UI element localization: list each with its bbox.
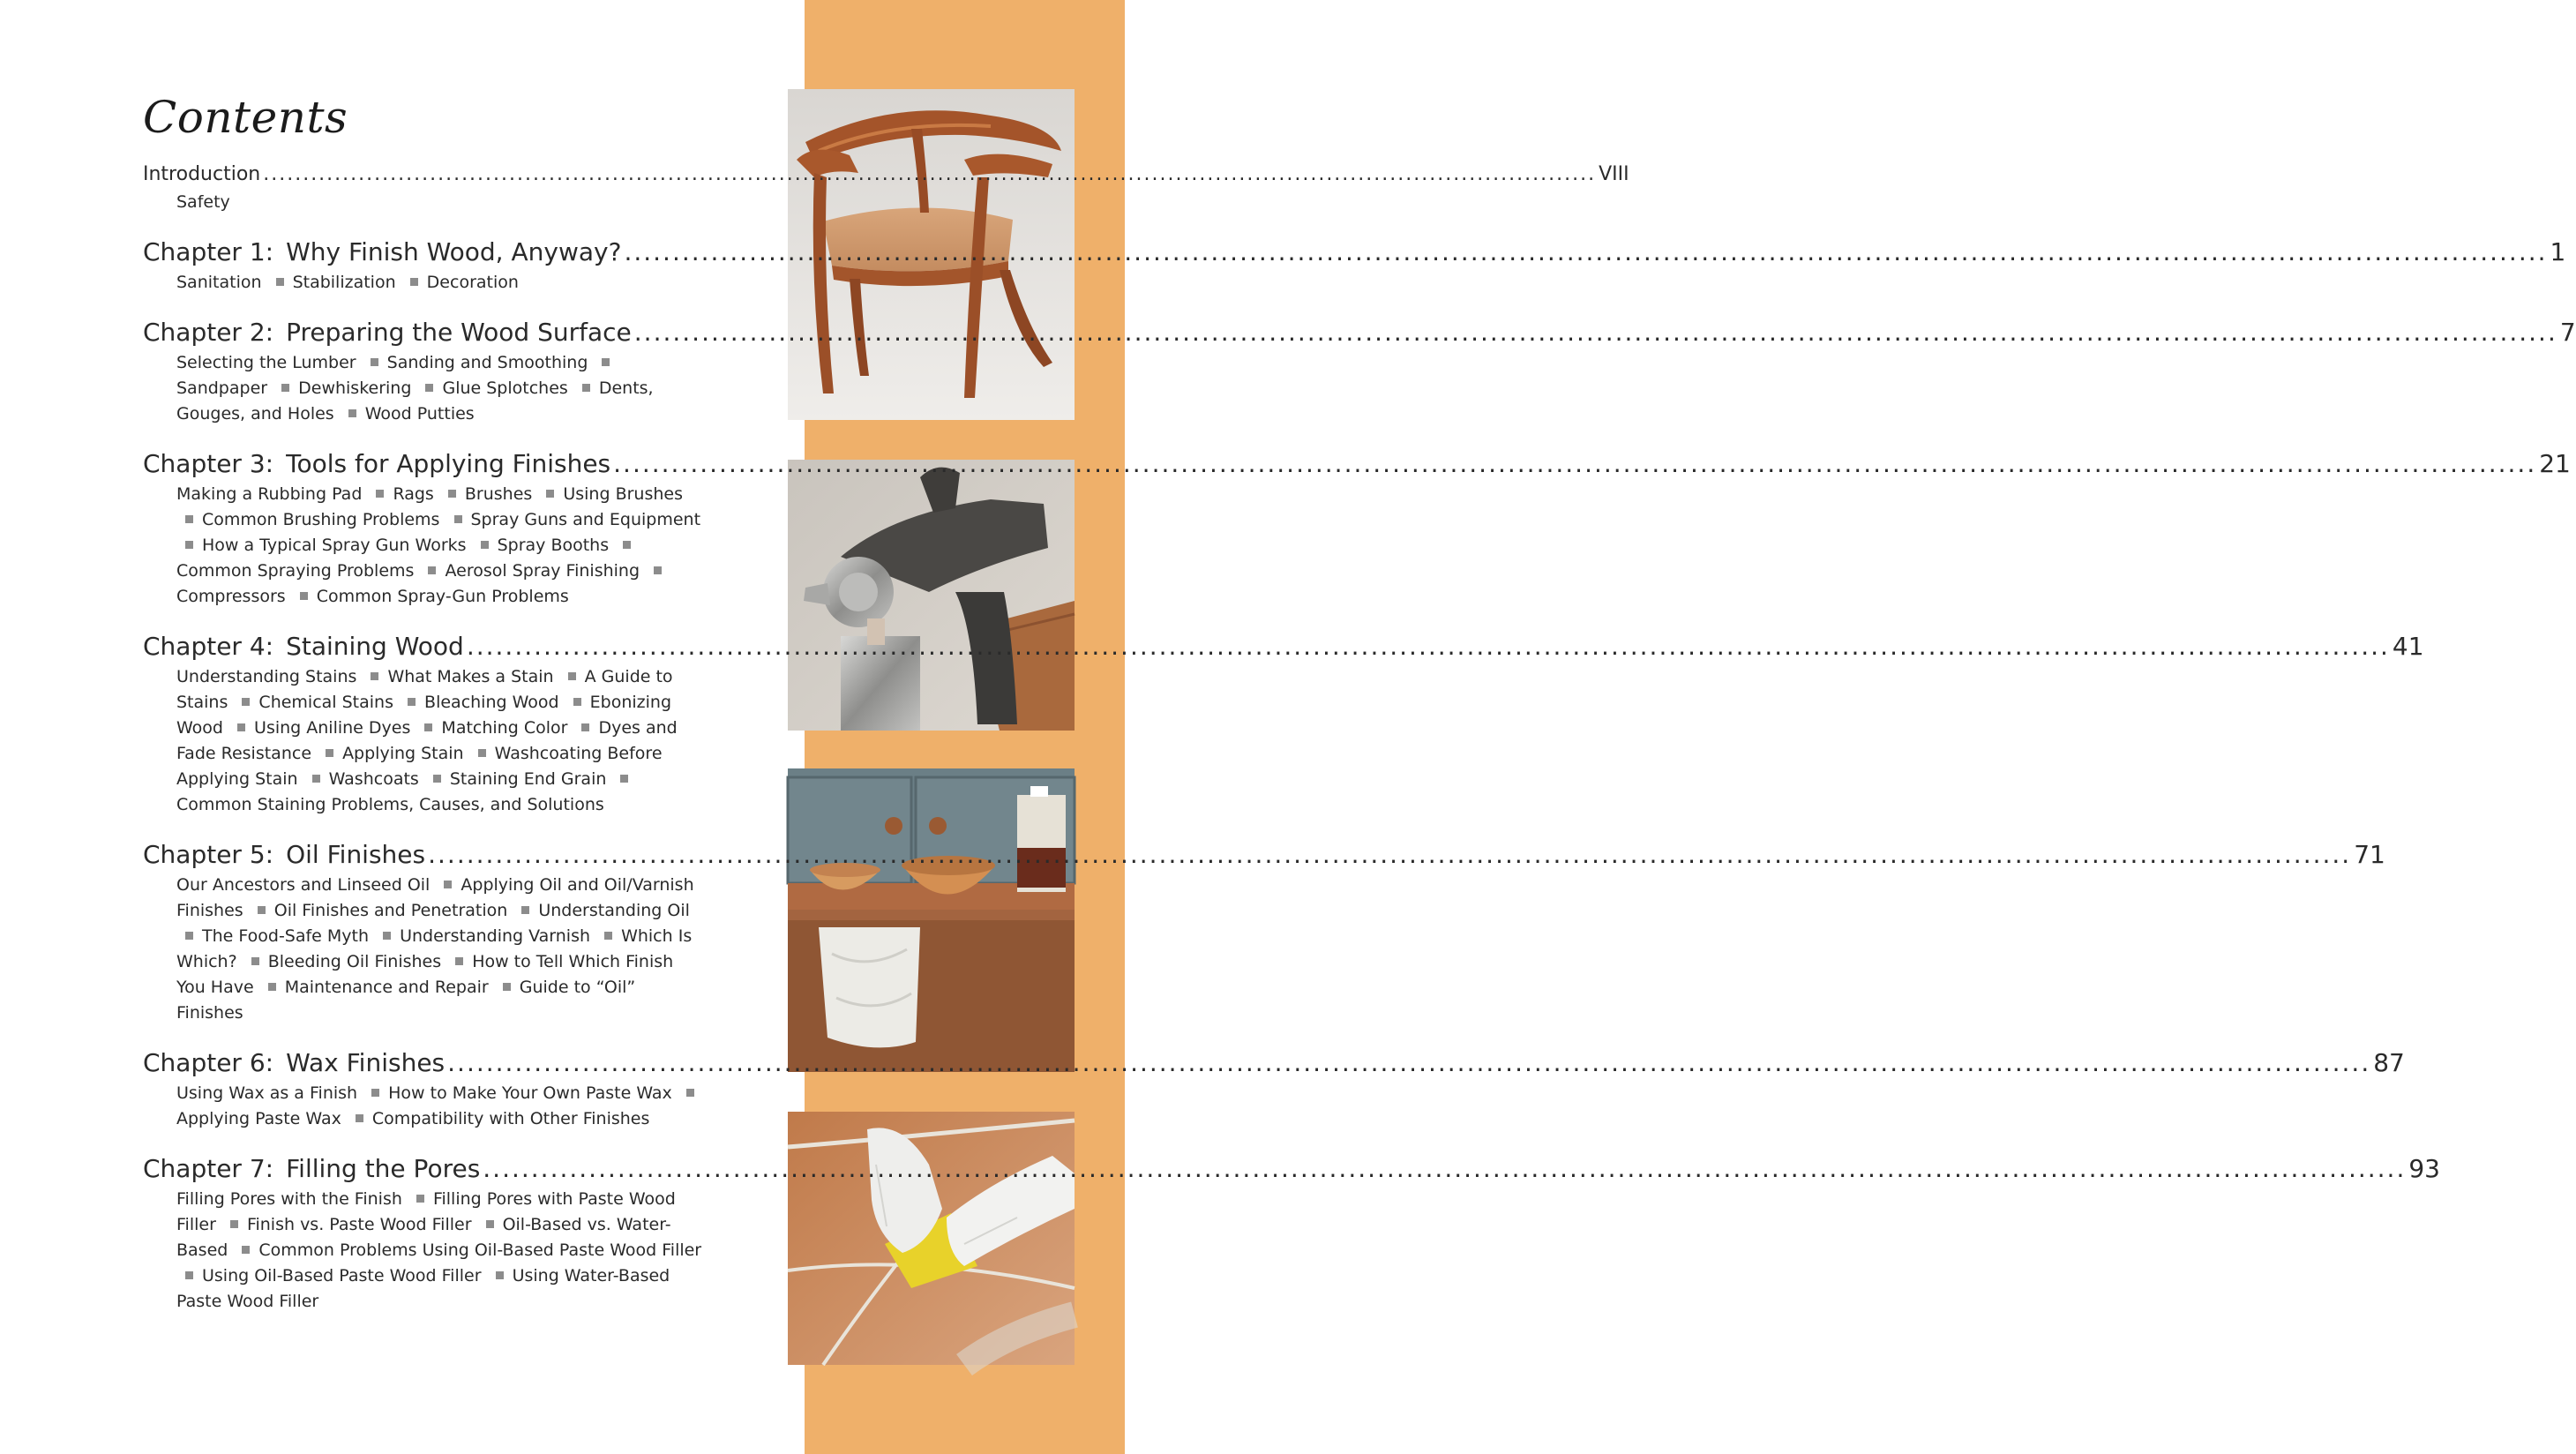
entry-subtopics bbox=[176, 873, 706, 1026]
square-bullet-icon bbox=[425, 384, 433, 392]
square-bullet-icon bbox=[433, 775, 441, 783]
subtopic: Bleaching Wood bbox=[424, 693, 559, 712]
entry-heading bbox=[143, 235, 2566, 270]
chapter-number: Chapter 2: bbox=[143, 318, 274, 347]
square-bullet-icon bbox=[573, 698, 581, 706]
subtopic: Using Water-Based Paste Wood Filler bbox=[176, 1266, 670, 1311]
subtopic: Using Oil-Based Paste Wood Filler bbox=[202, 1266, 482, 1285]
chapter-title: Why Finish Wood, Anyway? bbox=[286, 237, 622, 266]
dot-leader: ........................................................................................................................................................................................................ bbox=[466, 632, 2390, 661]
subtopic: The Food-Safe Myth bbox=[202, 926, 370, 946]
entry-heading bbox=[143, 160, 1629, 190]
subtopic: Our Ancestors and Linseed Oil bbox=[176, 875, 431, 895]
square-bullet-icon bbox=[242, 698, 250, 706]
square-bullet-icon bbox=[448, 490, 456, 498]
entry-page-number: 87 bbox=[2373, 1048, 2405, 1077]
subtopic: Washcoats bbox=[328, 769, 419, 789]
square-bullet-icon bbox=[454, 515, 462, 523]
subtopic: Dyes and Fade Resistance bbox=[176, 718, 678, 763]
subtopic: Using Aniline Dyes bbox=[254, 718, 411, 738]
chapter-number: Chapter 3: bbox=[143, 449, 274, 478]
entry-subtopics bbox=[176, 1187, 706, 1315]
dot-leader: ........................................................................................................................................................................................................ bbox=[613, 449, 2537, 478]
entry-subtopics bbox=[176, 664, 706, 818]
subtopic: Making a Rubbing Pad bbox=[176, 484, 363, 504]
square-bullet-icon bbox=[251, 957, 259, 965]
square-bullet-icon bbox=[356, 1114, 363, 1122]
subtopic: Aerosol Spray Finishing bbox=[445, 561, 640, 581]
subtopic: Guide to “Oil” Finishes bbox=[176, 978, 636, 1023]
subtopic: Common Spray-Gun Problems bbox=[316, 587, 569, 606]
square-bullet-icon bbox=[312, 775, 320, 783]
entry-subtopics bbox=[176, 1081, 706, 1132]
square-bullet-icon bbox=[424, 723, 432, 731]
dot-leader: ........................................................................................................................................................................................................ bbox=[633, 318, 2557, 347]
square-bullet-icon bbox=[478, 749, 486, 757]
chapter-title: Tools for Applying Finishes bbox=[286, 449, 611, 478]
subtopic: Understanding Stains bbox=[176, 667, 357, 686]
chapter-list bbox=[143, 235, 2576, 1315]
square-bullet-icon bbox=[348, 409, 356, 417]
subtopic: Washcoating Before Applying Stain bbox=[176, 744, 663, 789]
chapter-title: Staining Wood bbox=[286, 632, 464, 661]
toc-entry-chapter-5[interactable] bbox=[143, 837, 2385, 1026]
subtopic: Wood Putties bbox=[364, 404, 475, 423]
subtopic: A Guide to Stains bbox=[176, 667, 673, 712]
square-bullet-icon bbox=[481, 541, 489, 549]
toc-entry-chapter-1[interactable] bbox=[143, 235, 2566, 296]
subtopic: Sanitation bbox=[176, 273, 262, 292]
subtopic: Using Brushes bbox=[563, 484, 683, 504]
entry-page-number: 7 bbox=[2559, 318, 2576, 347]
square-bullet-icon bbox=[376, 490, 384, 498]
subtopic: Understanding Oil bbox=[538, 901, 690, 920]
square-bullet-icon bbox=[546, 490, 554, 498]
square-bullet-icon bbox=[496, 1271, 504, 1279]
subtopic: Understanding Varnish bbox=[400, 926, 591, 946]
square-bullet-icon bbox=[185, 515, 193, 523]
subtopic: Decoration bbox=[426, 273, 519, 292]
subtopic: Common Brushing Problems bbox=[202, 510, 440, 529]
subtopic: Common Spraying Problems bbox=[176, 561, 415, 581]
chapter-number: Chapter 7: bbox=[143, 1154, 274, 1183]
subtopic: How to Tell Which Finish You Have bbox=[176, 952, 674, 997]
entry-heading bbox=[143, 629, 2424, 664]
square-bullet-icon bbox=[281, 384, 289, 392]
subtopic: Spray Booths bbox=[497, 536, 610, 555]
entry-subtopics bbox=[176, 270, 706, 296]
toc-entry-chapter-7[interactable] bbox=[143, 1151, 2440, 1315]
bowls-oil-photo bbox=[788, 768, 1075, 1072]
subtopic: Spray Guns and Equipment bbox=[470, 510, 701, 529]
dot-leader: ........................................................................................................................................................................................................ bbox=[624, 237, 2548, 266]
subtopic: How a Typical Spray Gun Works bbox=[202, 536, 467, 555]
square-bullet-icon bbox=[455, 957, 463, 965]
subtopic: Oil Finishes and Penetration bbox=[273, 901, 508, 920]
square-bullet-icon bbox=[371, 672, 378, 680]
subtopic: Using Wax as a Finish bbox=[176, 1083, 358, 1103]
square-bullet-icon bbox=[582, 384, 590, 392]
subtopic: Compressors bbox=[176, 587, 286, 606]
chapter-number: Chapter 6: bbox=[143, 1048, 274, 1077]
entry-heading bbox=[143, 446, 2571, 482]
entry-page-number: 93 bbox=[2408, 1154, 2440, 1183]
dot-leader: ........................................................................................................................................................................ bbox=[263, 163, 1597, 185]
entry-page-number: 71 bbox=[2354, 840, 2385, 869]
table-of-contents bbox=[143, 84, 2576, 1334]
subtopic: Applying Stain bbox=[342, 744, 464, 763]
subtopic: Staining End Grain bbox=[449, 769, 607, 789]
subtopic: Matching Color bbox=[441, 718, 568, 738]
square-bullet-icon bbox=[654, 566, 662, 574]
chapter-title: Filling the Pores bbox=[286, 1154, 481, 1183]
subtopic: Stabilization bbox=[292, 273, 396, 292]
subtopic: Common Staining Problems, Causes, and Solutions bbox=[176, 795, 604, 814]
square-bullet-icon bbox=[410, 278, 418, 286]
dot-leader: ........................................................................................................................................................................................................ bbox=[428, 840, 2352, 869]
entry-heading bbox=[143, 1046, 2405, 1081]
chapter-title: Oil Finishes bbox=[286, 840, 426, 869]
chapter-number: Chapter 4: bbox=[143, 632, 274, 661]
subtopic: Applying Paste Wax bbox=[176, 1109, 341, 1128]
subtopic: Ebonizing Wood bbox=[176, 693, 672, 738]
subtopic: Glue Splotches bbox=[442, 378, 568, 398]
chapter-title: Preparing the Wood Surface bbox=[286, 318, 632, 347]
entry-title: Introduction bbox=[143, 163, 261, 185]
subtopic: Filling Pores with Paste Wood Filler bbox=[176, 1189, 676, 1234]
subtopic: Applying Oil and Oil/Varnish Finishes bbox=[176, 875, 694, 920]
subtopic: Filling Pores with the Finish bbox=[176, 1189, 402, 1209]
subtopic: Finish vs. Paste Wood Filler bbox=[246, 1215, 472, 1234]
square-bullet-icon bbox=[568, 672, 576, 680]
subtopic: Compatibility with Other Finishes bbox=[371, 1109, 650, 1128]
subtopic: Dents, Gouges, and Holes bbox=[176, 378, 654, 423]
dot-leader: ........................................................................................................................................................................................................ bbox=[447, 1048, 2371, 1077]
subtopic: Bleeding Oil Finishes bbox=[267, 952, 442, 971]
square-bullet-icon bbox=[185, 932, 193, 940]
entry-page-number: 41 bbox=[2392, 632, 2424, 661]
page-title: Contents bbox=[143, 92, 348, 143]
subtopic: Common Problems Using Oil-Based Paste Wood Filler bbox=[258, 1240, 702, 1260]
entry-page-number: 1 bbox=[2550, 237, 2566, 266]
square-bullet-icon bbox=[371, 358, 378, 366]
toc-entry-chapter-3[interactable] bbox=[143, 446, 2571, 610]
entry-page-number: 21 bbox=[2539, 449, 2571, 478]
subtopic: Selecting the Lumber bbox=[176, 353, 356, 372]
subtopic: Chemical Stains bbox=[258, 693, 393, 712]
entry-heading bbox=[143, 1151, 2440, 1187]
square-bullet-icon bbox=[371, 1089, 379, 1097]
square-bullet-icon bbox=[383, 932, 391, 940]
square-bullet-icon bbox=[521, 906, 529, 914]
subtopic: Safety bbox=[176, 192, 230, 212]
square-bullet-icon bbox=[276, 278, 284, 286]
toc-entry-introduction[interactable] bbox=[143, 160, 1629, 215]
entry-subtopics bbox=[176, 350, 706, 427]
square-bullet-icon bbox=[237, 723, 245, 731]
square-bullet-icon bbox=[230, 1220, 238, 1228]
square-bullet-icon bbox=[300, 592, 308, 600]
square-bullet-icon bbox=[623, 541, 631, 549]
toc-entry-chapter-4[interactable] bbox=[143, 629, 2424, 818]
square-bullet-icon bbox=[602, 358, 610, 366]
chapter-title: Wax Finishes bbox=[286, 1048, 446, 1077]
entry-subtopics bbox=[176, 190, 706, 215]
subtopic: Maintenance and Repair bbox=[284, 978, 489, 997]
square-bullet-icon bbox=[258, 906, 266, 914]
entry-heading bbox=[143, 315, 2576, 350]
subtopic: Sandpaper bbox=[176, 378, 268, 398]
spray-gun-photo bbox=[788, 460, 1075, 731]
subtopic: Which Is Which? bbox=[176, 926, 693, 971]
square-bullet-icon bbox=[444, 881, 452, 888]
square-bullet-icon bbox=[620, 775, 628, 783]
subtopic: What Makes a Stain bbox=[387, 667, 554, 686]
subtopic: How to Make Your Own Paste Wax bbox=[388, 1083, 672, 1103]
square-bullet-icon bbox=[185, 541, 193, 549]
square-bullet-icon bbox=[185, 1271, 193, 1279]
entry-subtopics bbox=[176, 482, 706, 610]
square-bullet-icon bbox=[503, 983, 511, 991]
square-bullet-icon bbox=[486, 1220, 494, 1228]
square-bullet-icon bbox=[428, 566, 436, 574]
subtopic: Dewhiskering bbox=[298, 378, 412, 398]
square-bullet-icon bbox=[416, 1195, 424, 1203]
square-bullet-icon bbox=[604, 932, 612, 940]
subtopic: Oil-Based vs. Water-Based bbox=[176, 1215, 671, 1260]
square-bullet-icon bbox=[268, 983, 276, 991]
subtopic: Brushes bbox=[464, 484, 533, 504]
entry-heading bbox=[143, 837, 2385, 873]
square-bullet-icon bbox=[242, 1246, 250, 1254]
square-bullet-icon bbox=[686, 1089, 694, 1097]
toc-entry-chapter-2[interactable] bbox=[143, 315, 2576, 427]
dot-leader: ........................................................................................................................................................................................................ bbox=[483, 1154, 2407, 1183]
toc-entry-chapter-6[interactable] bbox=[143, 1046, 2405, 1132]
sanding-photo bbox=[788, 1112, 1075, 1365]
subtopic: Sanding and Smoothing bbox=[386, 353, 588, 372]
chapter-number: Chapter 5: bbox=[143, 840, 274, 869]
subtopic: Rags bbox=[393, 484, 434, 504]
square-bullet-icon bbox=[581, 723, 589, 731]
chapter-number: Chapter 1: bbox=[143, 237, 274, 266]
square-bullet-icon bbox=[408, 698, 416, 706]
square-bullet-icon bbox=[326, 749, 333, 757]
entry-page-number: VIII bbox=[1599, 163, 1629, 185]
